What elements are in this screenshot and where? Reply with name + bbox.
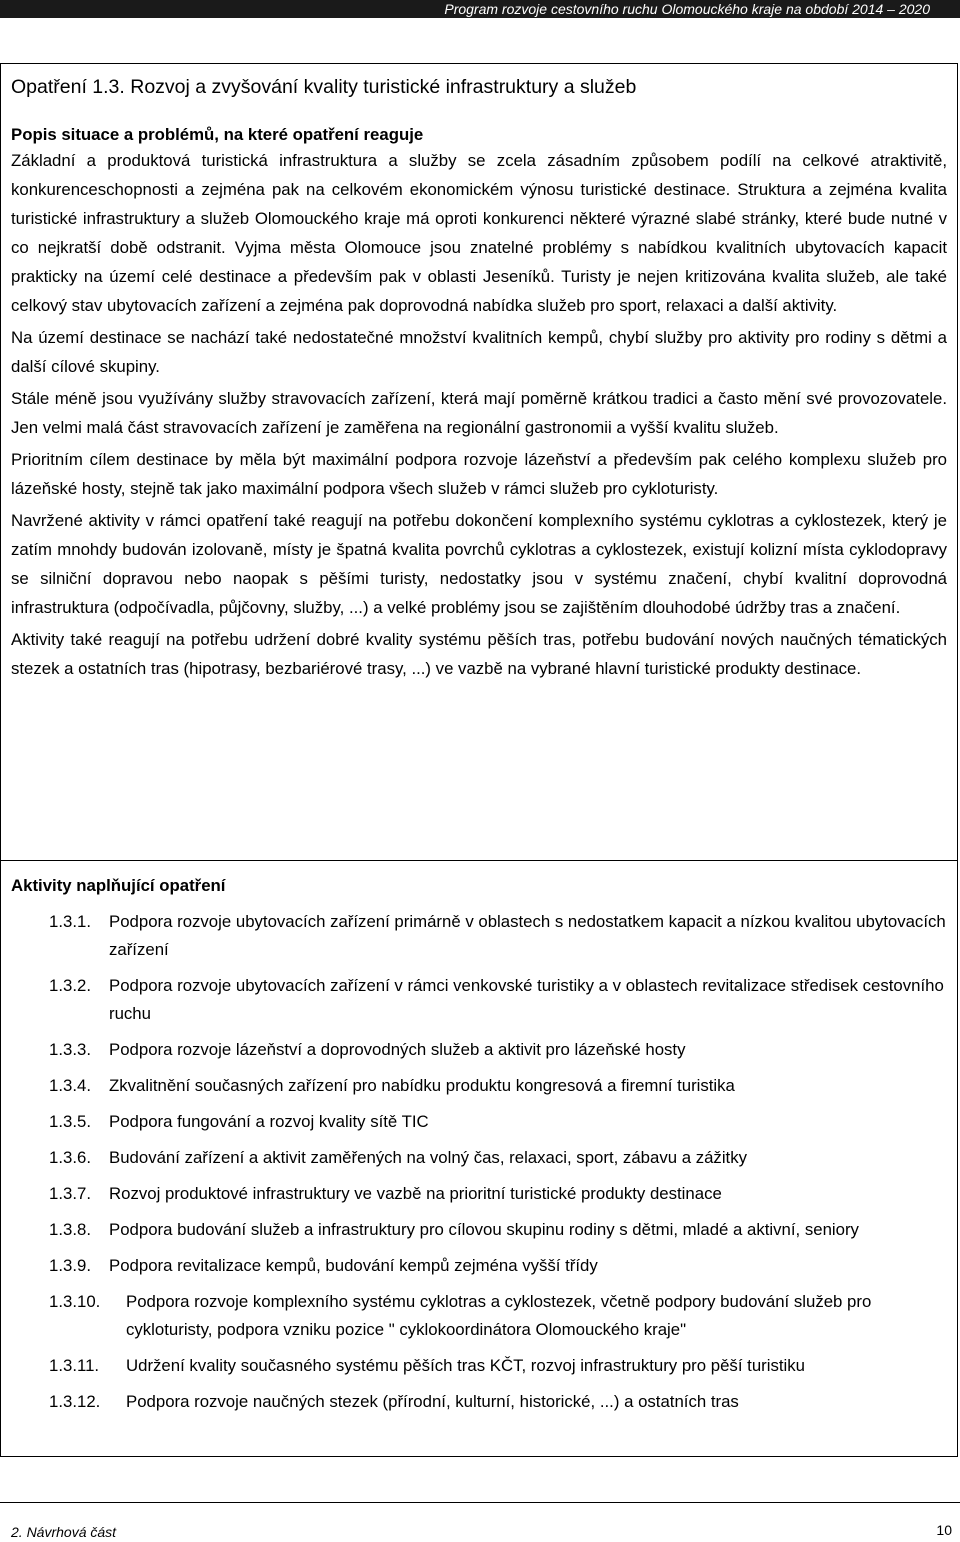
list-item	[49, 972, 949, 1028]
list-item	[49, 1252, 949, 1280]
list-item	[49, 1388, 949, 1416]
activity-number: 1.3.12.	[49, 1392, 101, 1411]
activity-number: 1.3.3.	[49, 1040, 91, 1059]
list-item	[49, 1288, 949, 1344]
activity-number: 1.3.6.	[49, 1148, 91, 1167]
running-header-title: Program rozvoje cestovního ruchu Olomouckého kraje na období 2014 – 2020	[444, 1, 930, 17]
activity-number: 1.3.8.	[49, 1220, 91, 1239]
activity-text: Budování zařízení a aktivit zaměřených na volný čas, relaxaci, sport, zábavu a zážitky	[109, 1148, 747, 1167]
list-item	[49, 1216, 949, 1244]
activity-text: Podpora budování služeb a infrastruktury pro cílovou skupinu rodiny s dětmi, mladé a aktivní, seniory	[109, 1220, 859, 1239]
activity-text: Podpora rozvoje ubytovacích zařízení v rámci venkovské turistiky a v oblastech revitalizace středisek cestovního ruchu	[109, 976, 944, 1023]
activity-text: Podpora rozvoje lázeňství a doprovodných služeb a aktivit pro lázeňské hosty	[109, 1040, 686, 1059]
activity-text: Podpora fungování a rozvoj kvality sítě TIC	[109, 1112, 429, 1131]
activity-text: Podpora rozvoje naučných stezek (přírodní, kulturní, historické, ...) a ostatních tras	[126, 1392, 739, 1411]
activity-number: 1.3.4.	[49, 1076, 91, 1095]
measure-title: Opatření 1.3. Rozvoj a zvyšování kvality turistické infrastruktury a služeb	[11, 76, 637, 98]
activity-text: Podpora rozvoje ubytovacích zařízení primárně v oblastech s nedostatkem kapacit a nízkou kvalitou ubytovacích zařízení	[109, 912, 946, 959]
activity-number: 1.3.2.	[49, 976, 91, 995]
list-item	[49, 1352, 949, 1380]
paragraph: Prioritním cílem destinace by měla být maximální podpora rozvoje lázeňství a především pak celého komplexu služeb pro lázeňské hosty, stejně tak jako maximální podpora všech služeb v rámci služeb pro cykloturisty.	[11, 450, 947, 498]
situation-heading: Popis situace a problémů, na které opatření reaguje	[11, 125, 424, 144]
activity-number: 1.3.10.	[49, 1292, 101, 1311]
paragraph: Navržené aktivity v rámci opatření také reagují na potřebu dokončení komplexního systému cyklotras a cyklostezek, který je zatím mnohdy budován izolovaně, místy je špatná kvalita povrchů cyklotras a cyklostezek, existují kolizní místa cyklodopravy se silniční dopravou nebo naopak s pěšími turisty, nedostatky jsou v systému značení, chybí kvalitní doprovodná infrastruktura (odpočívadla, půjčovny, služby, ...) a velké problémy jsou se zajištěním dlouhodobé údržby tras a značení.	[11, 511, 947, 617]
activity-number: 1.3.9.	[49, 1256, 91, 1275]
paragraph: Základní a produktová turistická infrastruktura a služby se zcela zásadním způsobem podílí na celkové atraktivitě, konkurenceschopnosti a zejména pak na celkovém ekonomickém výnosu turistické destinace. Struktura a zejména kvalita turistické infrastruktury a služeb Olomouckého kraje má oproti konkurenci některé výrazné slabé stránky, které bude nutné v co nejkratší době odstranit. Vyjma města Olomouce jsou znatelné problémy s nabídkou kvalitních ubytovacích kapacit prakticky na území celé destinace a především pak v oblasti Jeseníků. Turisty je nejen kritizována kvalita služeb, ale také celkový stav ubytovacích zařízení a zejména pak doprovodná nabídka služeb pro sport, relaxaci a další aktivity.	[11, 151, 947, 315]
list-item	[49, 1072, 949, 1100]
activities-heading: Aktivity naplňující opatření	[11, 876, 226, 895]
activity-number: 1.3.7.	[49, 1184, 91, 1203]
running-header	[0, 0, 960, 18]
activity-text: Zkvalitnění současných zařízení pro nabídku produktu kongresová a firemní turistika	[109, 1076, 735, 1095]
activity-number: 1.3.1.	[49, 912, 91, 931]
footer-section-label: 2. Návrhová část	[11, 1524, 117, 1540]
activity-text: Rozvoj produktové infrastruktury ve vazbě na prioritní turistické produkty destinace	[109, 1184, 722, 1203]
situation-body	[11, 146, 947, 686]
activity-number: 1.3.5.	[49, 1112, 91, 1131]
footer-divider	[0, 1502, 960, 1503]
list-item	[49, 1036, 949, 1064]
list-item	[49, 1108, 949, 1136]
list-item	[49, 908, 949, 964]
list-item	[49, 1180, 949, 1208]
activity-number: 1.3.11.	[49, 1356, 100, 1375]
activity-text: Udržení kvality současného systému pěších tras KČT, rozvoj infrastruktury pro pěší turistiku	[126, 1356, 805, 1375]
activity-text: Podpora rozvoje komplexního systému cyklotras a cyklostezek, včetně podpory budování služeb pro cykloturisty, podpora vzniku pozice " cyklokoordinátora Olomouckého kraje"	[126, 1292, 872, 1339]
page-number: 10	[936, 1522, 952, 1538]
paragraph: Na území destinace se nachází také nedostatečné množství kvalitních kempů, chybí služby pro aktivity pro rodiny s dětmi a další cílové skupiny.	[11, 328, 947, 376]
paragraph: Aktivity také reagují na potřebu udržení dobré kvality systému pěších tras, potřebu budování nových naučných tématických stezek a ostatních tras (hipotrasy, bezbariérové trasy, ...) ve vazbě na vybrané hlavní turistické produkty destinace.	[11, 630, 947, 678]
activity-text: Podpora revitalizace kempů, budování kempů zejména vyšší třídy	[109, 1256, 598, 1275]
activity-list	[49, 908, 949, 1424]
list-item	[49, 1144, 949, 1172]
paragraph: Stále méně jsou využívány služby stravovacích zařízení, která mají poměrně krátkou tradici a často mění své provozovatele. Jen velmi malá část stravovacích zařízení je zaměřena na regionální gastronomii a vyšší kvalitu služeb.	[11, 389, 947, 437]
